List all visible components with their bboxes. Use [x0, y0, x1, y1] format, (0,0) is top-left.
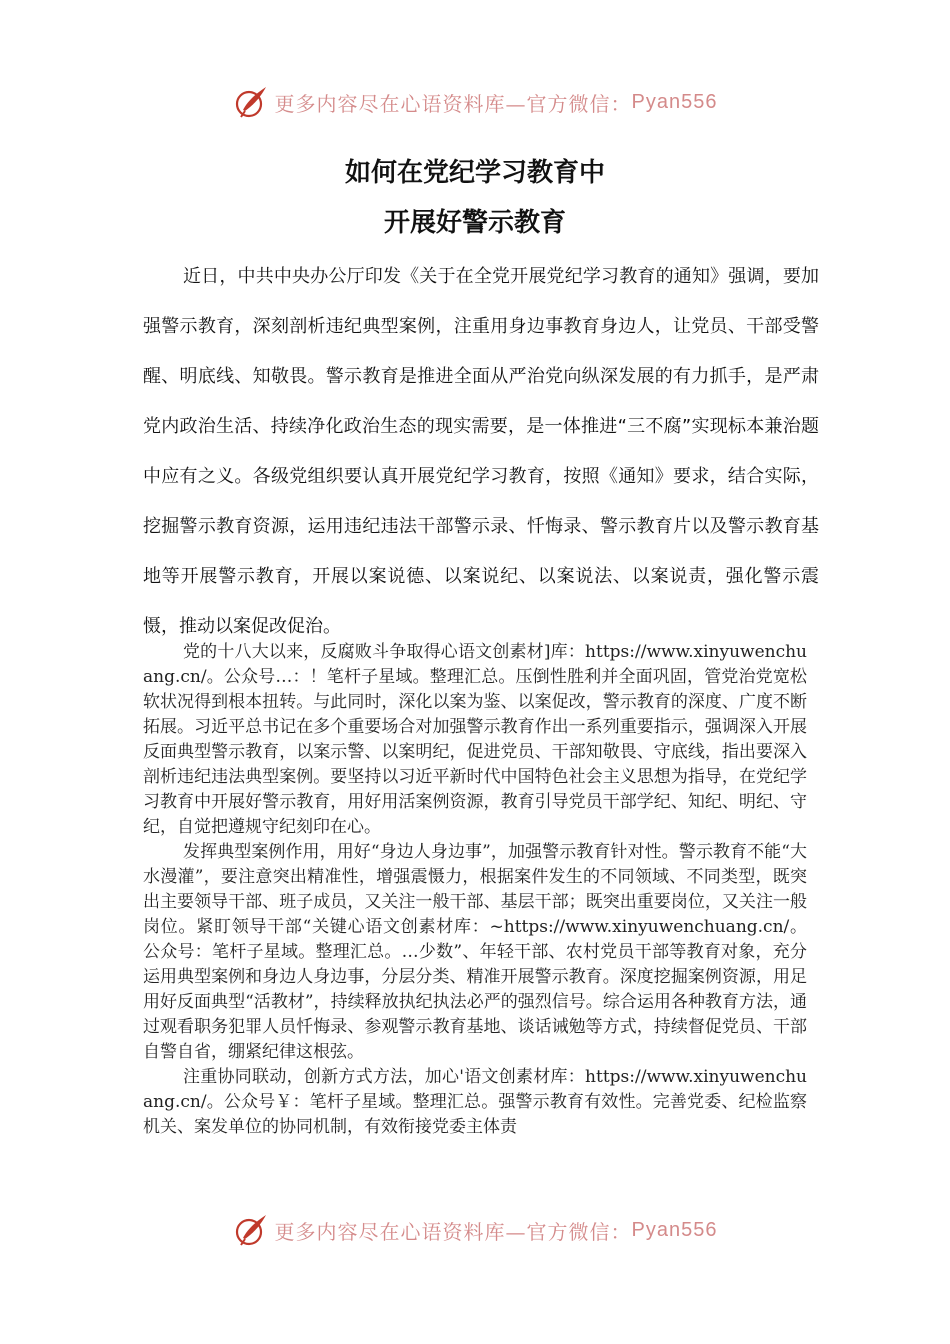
banner-text: 更多内容尽在心语资料库—官方微信： [274, 91, 632, 116]
quill-logo-icon [233, 1212, 269, 1248]
body-paragraph: 党的十八大以来，反腐败斗争取得心语文创素材]库：https://www.xinyuwenchuang.cn/。公众号…：！笔杆子星域。整理汇总。压倒性胜利并全面巩固，管党治党宽松软状况得到根本扭转。与此同时，深化以案为鉴、以案促改，警示教育的深度、广度不断拓展。习近平总书记在多个重要场合对加强警示教育作出一系列重要指示，强调深入开展反面典型警示教育，以案示警、以案明纪，促进党员、干部知敬畏、守底线，指出要深入剖析违纪违法典型案例。要坚持以习近平新时代中国特色社会主义思想为指导，在党纪学习教育中开展好警示教育，用好用活案例资源，教育引导党员干部学纪、知纪、明纪、守纪，自觉把遵规守纪刻印在心。 [143, 642, 807, 837]
header-banner [0, 82, 950, 122]
banner-text: 更多内容尽在心语资料库—官方微信： [274, 1219, 632, 1244]
body-text [143, 640, 807, 1140]
lead-paragraph: 近日，中共中央办公厅印发《关于在全党开展党纪学习教育的通知》强调，要加强警示教育，深刻剖析违纪典型案例，注重用身边事教育身边人，让党员、干部受警醒、明底线、知敬畏。警示教育是推进全面从严治党向纵深发展的有力抓手，是严肃党内政治生活、持续净化政治生态的现实需要，是一体推进“三不腐”实现标本兼治题中应有之义。各级党组织要认真开展党纪学习教育，按照《通知》要求，结合实际，挖掘警示教育资源，运用违纪违法干部警示录、忏悔录、警示教育片以及警示教育基地等开展警示教育，开展以案说德、以案说纪、以案说法、以案说责，强化警示震慑，推动以案促改促治。 [143, 266, 819, 637]
page-title-line-1: 如何在党纪学习教育中 [344, 158, 605, 188]
banner-wechat-id: Pyan556 [631, 1218, 718, 1241]
quill-logo-icon [233, 84, 269, 120]
body-paragraph: 发挥典型案例作用，用好“身边人身边事”，加强警示教育针对性。警示教育不能“大水漫灌”，要注意突出精准性，增强震慑力，根据案件发生的不同领域、不同类型，既突出主要领导干部、班子成员，又关注一般干部、基层干部；既突出重要岗位，又关注一般岗位。紧盯领导干部“关键心语文创素材库：~https://www.xinyuwenchuang.cn/。公众号：笔杆子星域。整理汇总。…少数”、年轻干部、农村党员干部等教育对象，充分运用典型案例和身边人身边事，分层分类、精准开展警示教育。深度挖掘案例资源，用足用好反面典型“活教材”，持续释放执纪执法必严的强烈信号。综合运用各种教育方法，通过观看职务犯罪人员忏悔录、参观警示教育基地、谈话诫勉等方式，持续督促党员、干部自警自省，绷紧纪律这根弦。 [143, 842, 807, 1062]
banner-wechat-id: Pyan556 [631, 90, 718, 113]
footer-banner [0, 1210, 950, 1250]
page-title-line-2: 开展好警示教育 [383, 208, 566, 238]
body-paragraph: 注重协同联动，创新方式方法，加心'语文创素材库：https://www.xinyuwenchuang.cn/。公众号￥：笔杆子星域。整理汇总。强警示教育有效性。完善党委、纪检监察机关、案发单位的协同机制，有效衔接党委主体责 [143, 1067, 807, 1137]
